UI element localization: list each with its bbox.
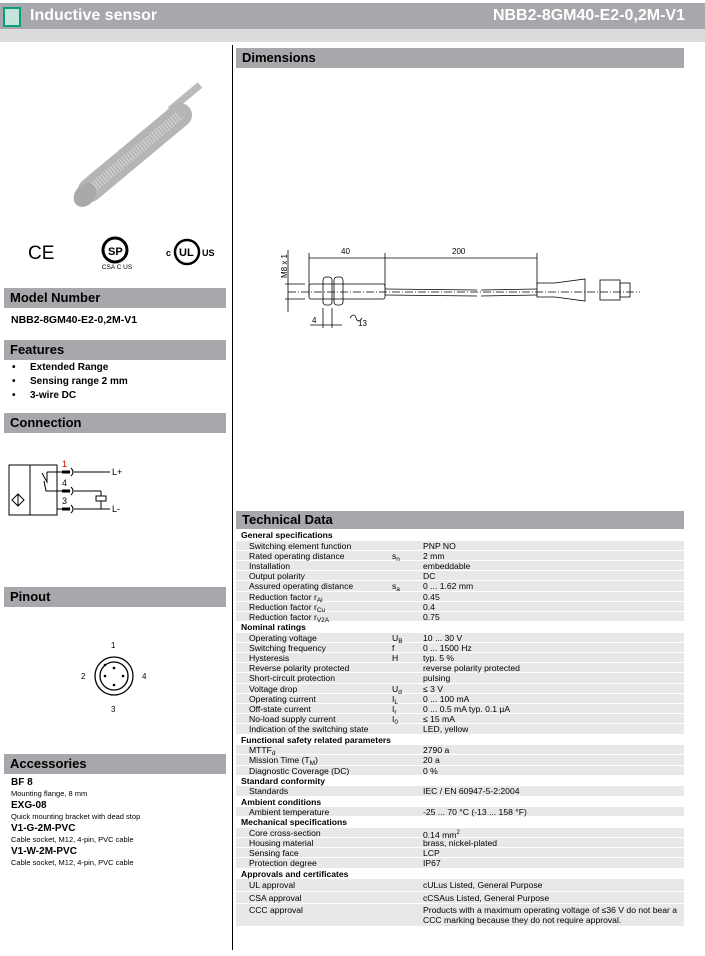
connection-diagram [0,450,150,525]
spec-symbol [392,838,423,847]
spec-value-text: 0 ... 100 mA [423,693,470,704]
spec-label-text: Housing material [249,838,314,849]
spec-symbol-text: I [392,714,395,725]
spec-symbol [392,858,423,867]
spec-symbol [392,673,423,682]
length-200-label: 200 [452,247,466,256]
spec-label-text: Off-state current [249,704,311,714]
spec-label [236,611,392,624]
spec-label-text: Core cross-section [249,827,321,838]
spec-value [423,807,684,816]
spec-label [236,838,392,847]
model-number-value: NBB2-8GM40-E2-0,2M-V1 [11,314,138,326]
spec-value [423,892,684,904]
spec-row [236,602,684,612]
accessories-heading: Accessories [4,754,226,774]
ul-mark-icon [163,235,221,267]
spec-label-subscript: M [309,760,316,768]
pin-number: 1 [111,641,116,650]
spec-label-text: Voltage drop [249,683,298,694]
spec-label-text: Reduction factor r [249,611,317,622]
spec-symbol-subscript: B [398,637,403,645]
spec-value [423,786,684,795]
technical-data-heading: Technical Data [236,511,684,529]
spec-symbol [392,704,423,716]
spec-label-text: Installation [249,560,291,571]
spec-value [423,673,684,682]
accessory-name: BF 8 [11,777,33,788]
spec-label [236,807,392,816]
spec-value-text: 2 mm [423,550,445,561]
accessory-name: EXG-08 [11,800,47,811]
page-title: Inductive sensor [30,7,158,24]
spec-label [236,653,392,662]
spec-value-text: 0.75 [423,611,440,622]
spec-value [423,755,684,764]
spec-row [236,551,684,561]
length-40-label: 40 [341,247,350,256]
spec-group-heading: Mechanical specifications [241,817,348,828]
spec-label-text: Assured operating distance [249,581,354,592]
spec-value-text: ≤ 3 V [423,683,444,694]
spec-symbol [392,755,423,764]
spec-symbol-subscript: r [394,709,397,716]
spec-label-text: Switching frequency [249,642,326,653]
spec-symbol [392,724,423,733]
spec-value [423,724,684,733]
spec-symbol-text: U [392,683,399,694]
spec-label [236,892,392,904]
spec-symbol [392,683,423,696]
spec-symbol-subscript: n [396,555,400,563]
connection-heading: Connection [4,413,226,433]
sensor-photo [30,70,210,210]
spec-value-text: DC [423,571,436,582]
spec-group-heading: Functional safety related parameters [241,734,391,745]
spec-symbol-subscript: d [398,688,402,696]
spec-label-text: Short-circuit protection [249,673,335,684]
spec-value-text: 0.4 [423,601,435,612]
pin-number: 4 [142,672,147,681]
spec-symbol [392,828,423,837]
spec-value-text: IP67 [423,858,441,869]
spec-label-text: Reverse polarity protected [249,663,350,674]
spec-value [423,828,684,840]
pin-label: 1 [62,459,68,469]
spec-label [236,591,392,604]
spec-value [423,643,684,652]
spec-label-text: CSA approval [249,892,302,903]
spec-label [236,673,392,682]
accessory-name: V1-W-2M-PVC [11,846,77,857]
spec-label [236,879,392,891]
spec-label [236,684,392,693]
spec-row [236,848,684,858]
spec-label-subscript: Al [316,596,323,604]
spec-symbol-text: f [392,642,395,653]
dimensions-heading: Dimensions [236,48,684,68]
pin-number: 3 [111,705,116,714]
spec-symbol-text: s [392,581,397,592]
wrench-size-label: 13 [358,319,367,328]
spec-symbol [392,766,423,775]
spec-label-text: Switching element function [249,540,352,551]
spec-label-text: No-load supply current [249,714,336,725]
spec-value-text: 20 a [423,755,440,766]
spec-symbol-text: U [392,632,399,643]
spec-value [423,561,684,570]
spec-value-text: 0.14 mm [423,829,457,840]
spec-symbol [392,602,423,611]
spec-row [236,643,684,653]
spec-value [423,858,684,867]
spec-group-heading: General specifications [241,530,333,540]
spec-row [236,828,684,838]
pinout-diagram [60,630,170,720]
header-model: NBB2-8GM40-E2-0,2M-V1 [492,7,685,24]
spec-row [236,673,684,683]
spec-label-text: Indication of the switching state [249,724,369,735]
pin-label: 4 [62,478,68,488]
spec-symbol [392,807,423,816]
spec-label [236,601,392,614]
dimension-drawing [260,240,680,340]
spec-symbol-subscript: L [394,698,399,706]
spec-value-superscript: 2 [456,829,460,836]
spec-label-text: Output polarity [249,571,305,582]
spec-row [236,786,684,796]
spec-value [423,663,684,672]
accessory-desc: Mounting flange, 8 mm [11,789,88,798]
spec-symbol [392,663,423,672]
spec-value [423,905,684,926]
spec-value-text: 10 ... 30 V [423,632,463,643]
spec-label-text: Sensing face [249,848,299,859]
supply-plus-label: L+ [112,467,123,477]
accessory-name: V1-G-2M-PVC [11,823,76,834]
spec-value [423,838,684,847]
spec-row [236,745,684,758]
technical-data-table [236,530,684,927]
spec-value-text: 0 % [423,765,438,776]
accessory-desc: Cable socket, M12, 4-pin, PVC cable [11,835,134,844]
spec-value-text: pulsing [423,673,451,684]
accessory-desc: Quick mounting bracket with dead stop [11,812,141,821]
spec-label [236,581,392,590]
spec-row [236,904,684,927]
spec-symbol [392,786,423,795]
spec-value-text: 0.45 [423,591,440,602]
spec-symbol-text: I [392,693,395,704]
spec-label [236,745,392,758]
spec-row [236,571,684,581]
spec-group-heading: Approvals and certificates [241,868,349,879]
spec-symbol-subscript: 0 [394,719,399,727]
spec-value-text: LED, yellow [423,724,469,735]
spec-label [236,541,392,550]
spec-label-text: Standards [249,786,289,797]
spec-symbol-text: s [392,550,397,561]
svg-text:c: c [166,248,172,258]
spec-label-subscript: Cu [316,606,326,614]
spec-label-end: ) [315,755,318,766]
spec-label [236,724,392,733]
spec-value [423,541,684,550]
spec-value [423,714,684,723]
spec-symbol [392,879,423,891]
spec-symbol [392,571,423,580]
features-list [12,362,128,404]
spec-label [236,704,395,714]
spec-row [236,633,684,643]
spec-row [236,838,684,848]
spec-value-text: 2790 a [423,745,450,756]
spec-symbol [392,632,423,645]
spec-symbol-text: H [392,653,399,664]
spec-value [423,592,684,601]
spec-label [236,905,392,926]
spec-value [423,612,684,621]
spec-label [236,828,392,837]
spec-symbol [392,693,423,706]
spec-row [236,879,684,892]
spec-label [236,551,392,560]
spec-value [423,602,684,611]
spec-label-text: Reduction factor r [249,591,317,602]
spec-label [236,561,392,570]
spec-symbol [392,592,423,601]
spec-symbol [392,848,423,857]
spec-symbol [392,892,423,904]
spec-value [423,684,684,693]
spec-row [236,653,684,663]
spec-value [423,745,684,754]
spec-value [423,766,684,775]
spec-symbol [392,581,423,594]
header-band [0,29,705,42]
spec-value [423,653,684,662]
spec-label-text: Reduction factor r [249,601,317,612]
spec-label [236,633,392,642]
spec-row [236,684,684,694]
spec-value-text: -25 ... 70 °C (-13 ... 158 °F) [423,807,527,818]
spec-row [236,694,684,704]
spec-symbol [392,541,423,550]
spec-value-text: 0 ... 1500 Hz [423,642,472,653]
nut-width-label: 4 [312,316,317,325]
csa-mark-label: CSA C US [101,264,133,271]
spec-value-text: embeddable [423,560,471,571]
spec-symbol-subscript: a [396,586,400,594]
spec-value-text: cCSAus Listed, General Purpose [423,892,550,903]
spec-value-text: 0 ... 0.5 mA typ. 0.1 µA [423,704,511,714]
spec-label-text: UL approval [249,880,296,891]
spec-symbol [392,643,423,652]
spec-row [236,541,684,551]
spec-value-text: Products with a maximum operating voltage of ≤36 V do not bear a CCC marking because they do not require approval. [423,905,678,926]
spec-group-heading: Nominal ratings [241,622,306,633]
spec-label [236,786,392,795]
spec-value-text: brass, nickel-plated [423,838,498,849]
spec-symbol [392,714,423,727]
svg-text:SP: SP [108,246,123,258]
features-heading: Features [4,340,226,360]
spec-row [236,858,684,868]
spec-row [236,592,684,602]
spec-symbol [392,745,423,754]
spec-label-text: Operating current [249,693,316,704]
supply-minus-label: L- [112,504,121,514]
spec-row [236,581,684,594]
spec-label-text: Hysteresis [249,653,290,664]
spec-value [423,694,684,703]
spec-value [423,704,684,713]
spec-label [236,571,392,580]
spec-row [236,612,684,622]
spec-label-text: Ambient temperature [249,807,330,818]
pinout-heading: Pinout [4,587,226,607]
spec-value [423,551,684,560]
thread-label: M8 x 1 [280,253,289,278]
spec-value-text: cULus Listed, General Purpose [423,880,543,891]
spec-label-text: Rated operating distance [249,550,345,561]
spec-label-text: Mission Time (T [249,755,310,766]
header-bar [0,3,705,29]
spec-row [236,755,684,768]
spec-label-text: Diagnostic Coverage (DC) [249,765,350,776]
spec-value [423,571,684,580]
svg-text:UL: UL [179,247,194,259]
spec-label-subscript: d [271,750,276,758]
spec-row [236,766,684,776]
spec-label-text: MTTF [249,745,272,756]
spec-label-text: CCC approval [249,905,303,916]
accessory-desc: Cable socket, M12, 4-pin, PVC cable [11,858,134,867]
spec-label [236,663,392,672]
model-number-heading: Model Number [4,288,226,308]
spec-label [236,714,395,725]
spec-label-text: Protection degree [249,858,317,869]
spec-row [236,807,684,817]
spec-label [236,858,392,867]
spec-value [423,848,684,857]
spec-symbol-text: I [392,704,395,714]
spec-value-text: 0 ... 1.62 mm [423,581,474,592]
spec-label [236,848,392,857]
spec-row [236,704,684,714]
spec-value [423,581,684,590]
svg-text:US: US [202,248,215,258]
feature-item: • 3-wire DC [12,390,128,404]
spec-row [236,561,684,571]
ce-mark-icon: CE [28,243,55,264]
spec-row [236,714,684,727]
spec-label [236,766,392,775]
spec-label-text: Operating voltage [249,632,317,643]
spec-symbol [392,612,423,621]
pin-number: 2 [81,672,86,681]
csa-mark-icon [95,235,140,271]
spec-value-text: ≤ 15 mA [423,714,455,725]
spec-value-text: typ. 5 % [423,653,455,664]
spec-group-heading: Ambient conditions [241,796,322,807]
accessories-list [11,777,140,869]
spec-value-text: LCP [423,848,440,859]
spec-symbol [392,550,423,563]
spec-value-text: PNP NO [423,540,456,551]
spec-row [236,724,684,734]
spec-symbol [392,905,423,926]
spec-row [236,892,684,905]
spec-group-heading: Standard conformity [241,775,326,786]
spec-symbol [392,561,423,570]
pin-label: 3 [62,496,68,506]
spec-label [236,693,395,704]
column-divider [232,45,233,950]
spec-value-text: IEC / EN 60947-5-2:2004 [423,786,520,797]
feature-item: • Sensing range 2 mm [12,376,128,390]
brand-logo [3,7,21,27]
spec-label [236,642,395,653]
spec-label-subscript: V2A [316,616,330,624]
spec-value-text: reverse polarity protected [423,663,520,674]
spec-label [236,755,392,768]
feature-item: • Extended Range [12,362,128,376]
spec-row [236,663,684,673]
spec-symbol [392,653,423,662]
spec-value [423,633,684,642]
spec-value [423,879,684,891]
